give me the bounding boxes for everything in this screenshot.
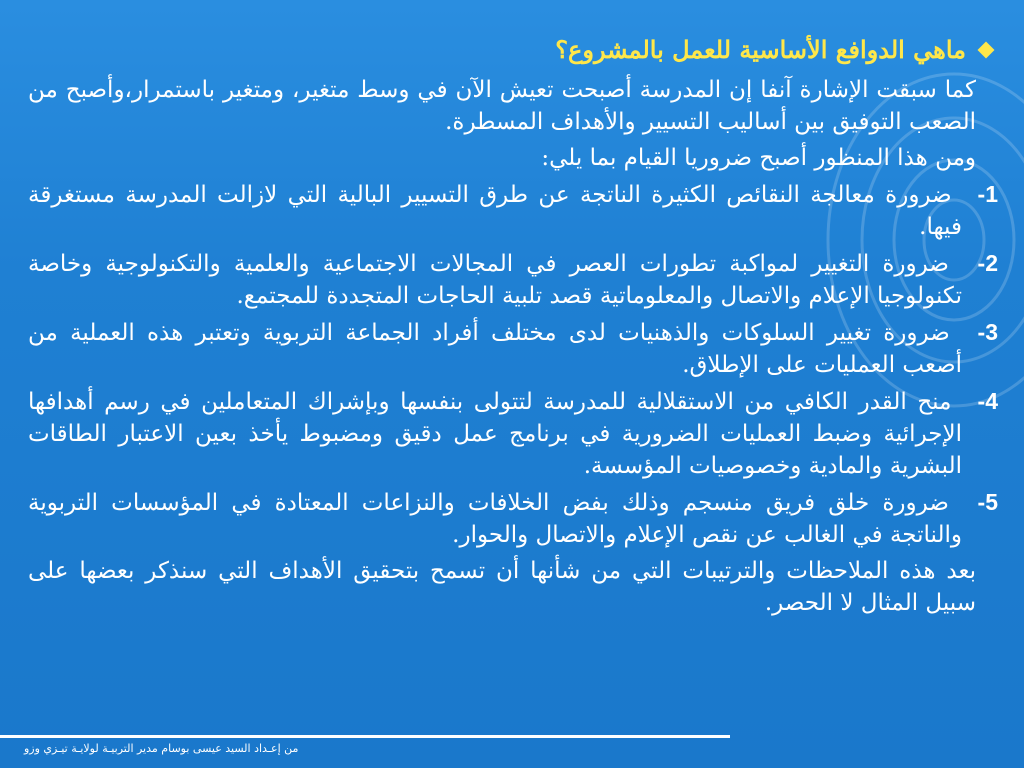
list-item	[28, 178, 998, 243]
list-item	[28, 385, 998, 482]
lead-in-text: ومن هذا المنظور أصبح ضروريا القيام بما يلي:	[541, 145, 976, 171]
item-text: ضرورة معالجة النقائص الكثيرة الناتجة عن طرق التسيير البالية التي لازالت المدرسة مستغرقة فيها.	[28, 182, 962, 240]
closing-paragraph: بعد هذه الملاحظات والترتيبات التي من شأنها أن تسمح بتحقيق الأهداف التي سنذكر بعضها على سبيل المثال لا الحصر.	[28, 558, 976, 616]
diamond-bullet-icon	[978, 42, 995, 59]
footer-divider	[0, 735, 730, 738]
item-number: 5-	[977, 489, 999, 515]
list-item	[28, 486, 998, 551]
item-text: ضرورة تغيير السلوكات والذهنيات لدى مختلف أفراد الجماعة التربوية وتعتبر هذه العملية من أصعب العمليات على الإطلاق.	[28, 320, 962, 378]
intro-paragraph: كما سبقت الإشارة آنفا إن المدرسة أصبحت تعيش الآن في وسط متغير، ومتغير باستمرار،وأصبح من الصعب التوفيق بين أساليب التسيير والأهداف المسطرة.	[28, 77, 976, 135]
item-number: 4-	[977, 388, 998, 414]
item-text: ضرورة التغيير لمواكبة تطورات العصر في المجالات الاجتماعية والعلمية والتكنولوجية وخاصة تكنولوجيا الإعلام والاتصال والمعلوماتية قصد تلبية الحاجات المتجددة للمجتمع.	[28, 251, 962, 309]
item-number: 1-	[977, 181, 999, 207]
item-text: منح القدر الكافي من الاستقلالية للمدرسة لتتولى بنفسها وبإشراك المتعاملين في رسم أهدافها الإجرائية وضبط العمليات الضرورية في برنامج عمل دقيق ومضبوط يأخذ بعين الاعتبار الطاقات البشرية والمادية وخصوصيات المؤسسة.	[28, 389, 962, 479]
item-text: ضرورة خلق فريق منسجم وذلك بفض الخلافات والنزاعات المعتادة في المؤسسات التربوية والناتجة في الغالب عن نقص الإعلام والاتصال والحوار.	[28, 490, 962, 548]
item-number: 2-	[977, 250, 998, 276]
item-number: 3-	[977, 319, 998, 345]
slide-title	[28, 30, 998, 70]
slide-content	[28, 30, 998, 623]
requirements-list	[28, 178, 998, 551]
list-item	[28, 316, 998, 381]
footer-credit: من إعـداد السيد عيسى بوسام مدير التربيـة لولايـة تيـزي وزو	[24, 742, 299, 755]
slide-title-text: ماهي الدوافع الأساسية للعمل بالمشروع؟	[555, 35, 966, 64]
list-item	[28, 247, 998, 312]
